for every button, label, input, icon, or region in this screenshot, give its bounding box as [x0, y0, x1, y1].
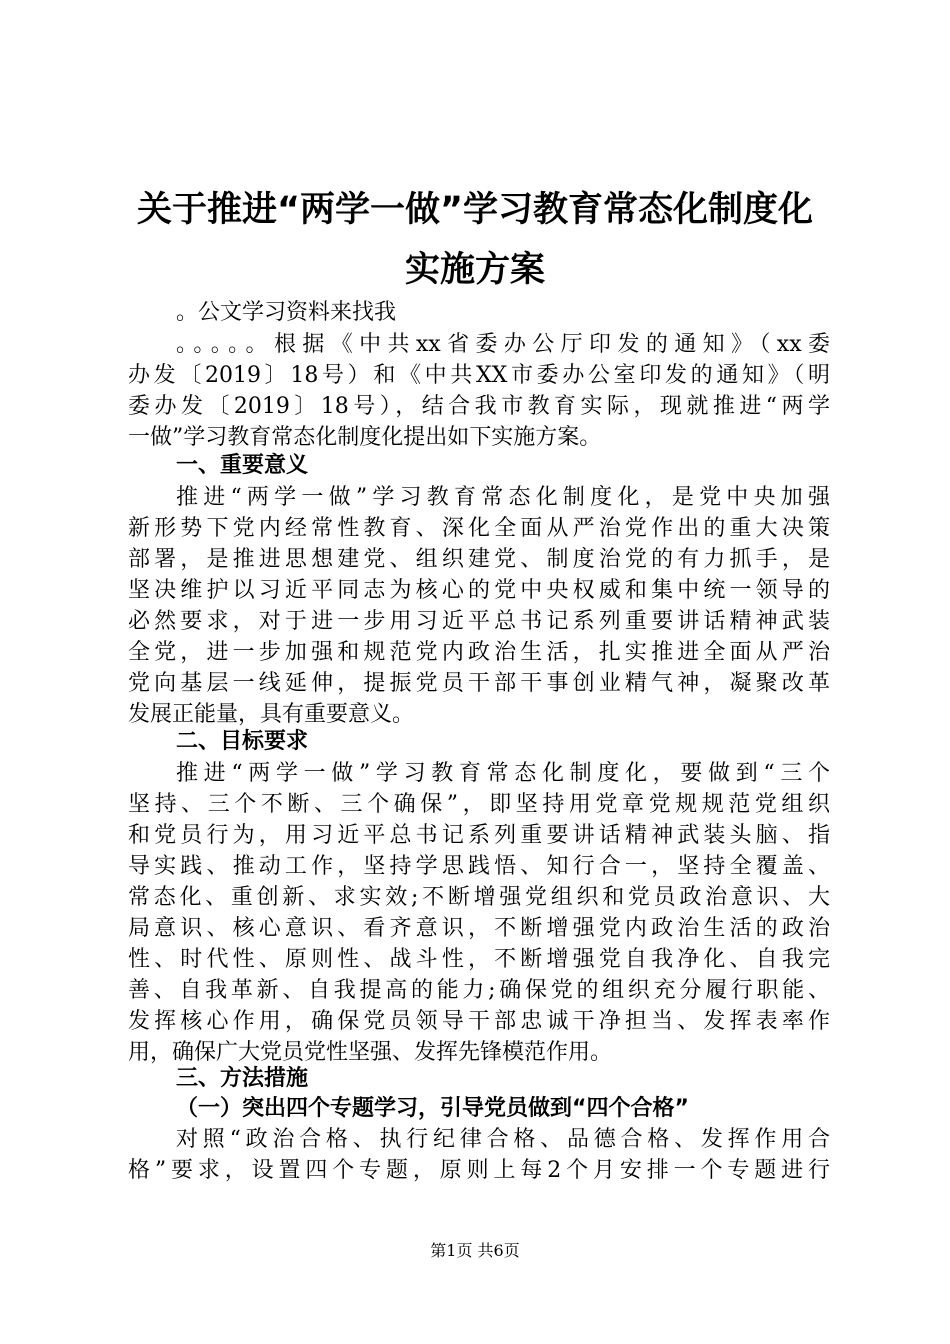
document-title-line-2: 实施方案: [404, 250, 545, 290]
para1-line: 委办发〔2019〕18号），结合我市教育实际，现就推进“两学: [128, 394, 830, 419]
para3-line: 推进“两学一做”学习教育常态化制度化，要做到“三个: [176, 761, 830, 786]
para2-line: 坚决维护以习近平同志为核心的党中央权威和集中统一领导的: [128, 578, 830, 603]
para2-line: 全党，进一步加强和规范党内政治生活，扎实推进全面从严治: [128, 640, 830, 665]
para4-line: 对照“政治合格、执行纪律合格、品德合格、发挥作用合: [176, 1127, 830, 1152]
page-number-footer: 第1页 共6页: [430, 1241, 520, 1260]
section-heading-3: 三、方法措施: [176, 1066, 309, 1091]
para2-line: 推进“两学一做”学习教育常态化制度化，是党中央加强: [176, 485, 830, 510]
para2-line: 必然要求，对于进一步用习近平总书记系列重要讲话精神武装: [128, 609, 830, 634]
para2-line: 部署，是推进思想建党、组织建党、制度治党的有力抓手，是: [128, 547, 830, 572]
para3-line: 导实践、推动工作，坚持学思践悟、知行合一，坚持全覆盖、: [128, 854, 830, 879]
para3-line: 善、自我革新、自我提高的能力;确保党的组织充分履行职能、: [128, 978, 830, 1003]
subsection-heading-1: （一）突出四个专题学习，引导党员做到“四个合格”: [176, 1096, 689, 1121]
para3-line: 发挥核心作用，确保党员领导干部忠诚干净担当、发挥表率作: [128, 1009, 830, 1034]
para1-line: 一做”学习教育常态化制度化提出如下实施方案。: [128, 425, 602, 450]
document-title-line-1: 关于推进“两学一做”学习教育常态化制度化: [136, 190, 813, 230]
para1-line: 。。。。。根据《中共xx省委办公厅印发的通知》（xx委: [176, 332, 830, 357]
intro-line: 。公文学习资料来找我: [176, 300, 397, 325]
para3-line: 性、时代性、原则性、战斗性，不断增强党自我净化、自我完: [128, 947, 830, 972]
para2-line: 党向基层一线延伸，提振党员干部干事创业精气神，凝聚改革: [128, 671, 830, 696]
para3-line: 用，确保广大党员党性坚强、发挥先锋模范作用。: [128, 1040, 613, 1065]
para3-line: 和党员行为，用习近平总书记系列重要讲话精神武装头脑、指: [128, 823, 830, 848]
para3-line: 局意识、核心意识、看齐意识，不断增强党内政治生活的政治: [128, 916, 830, 941]
para1-line: 办发〔2019〕18号）和《中共XX市委办公室印发的通知》（明: [128, 363, 830, 388]
para4-line: 格”要求，设置四个专题，原则上每2个月安排一个专题进行: [128, 1158, 830, 1183]
section-heading-2: 二、目标要求: [176, 729, 309, 754]
section-heading-1: 一、重要意义: [176, 453, 309, 478]
para2-line: 发展正能量，具有重要意义。: [128, 702, 415, 727]
para3-line: 坚持、三个不断、三个确保”，即坚持用党章党规规范党组织: [128, 792, 830, 817]
para2-line: 新形势下党内经常性教育、深化全面从严治党作出的重大决策: [128, 516, 830, 541]
para3-line: 常态化、重创新、求实效;不断增强党组织和党员政治意识、大: [128, 885, 830, 910]
